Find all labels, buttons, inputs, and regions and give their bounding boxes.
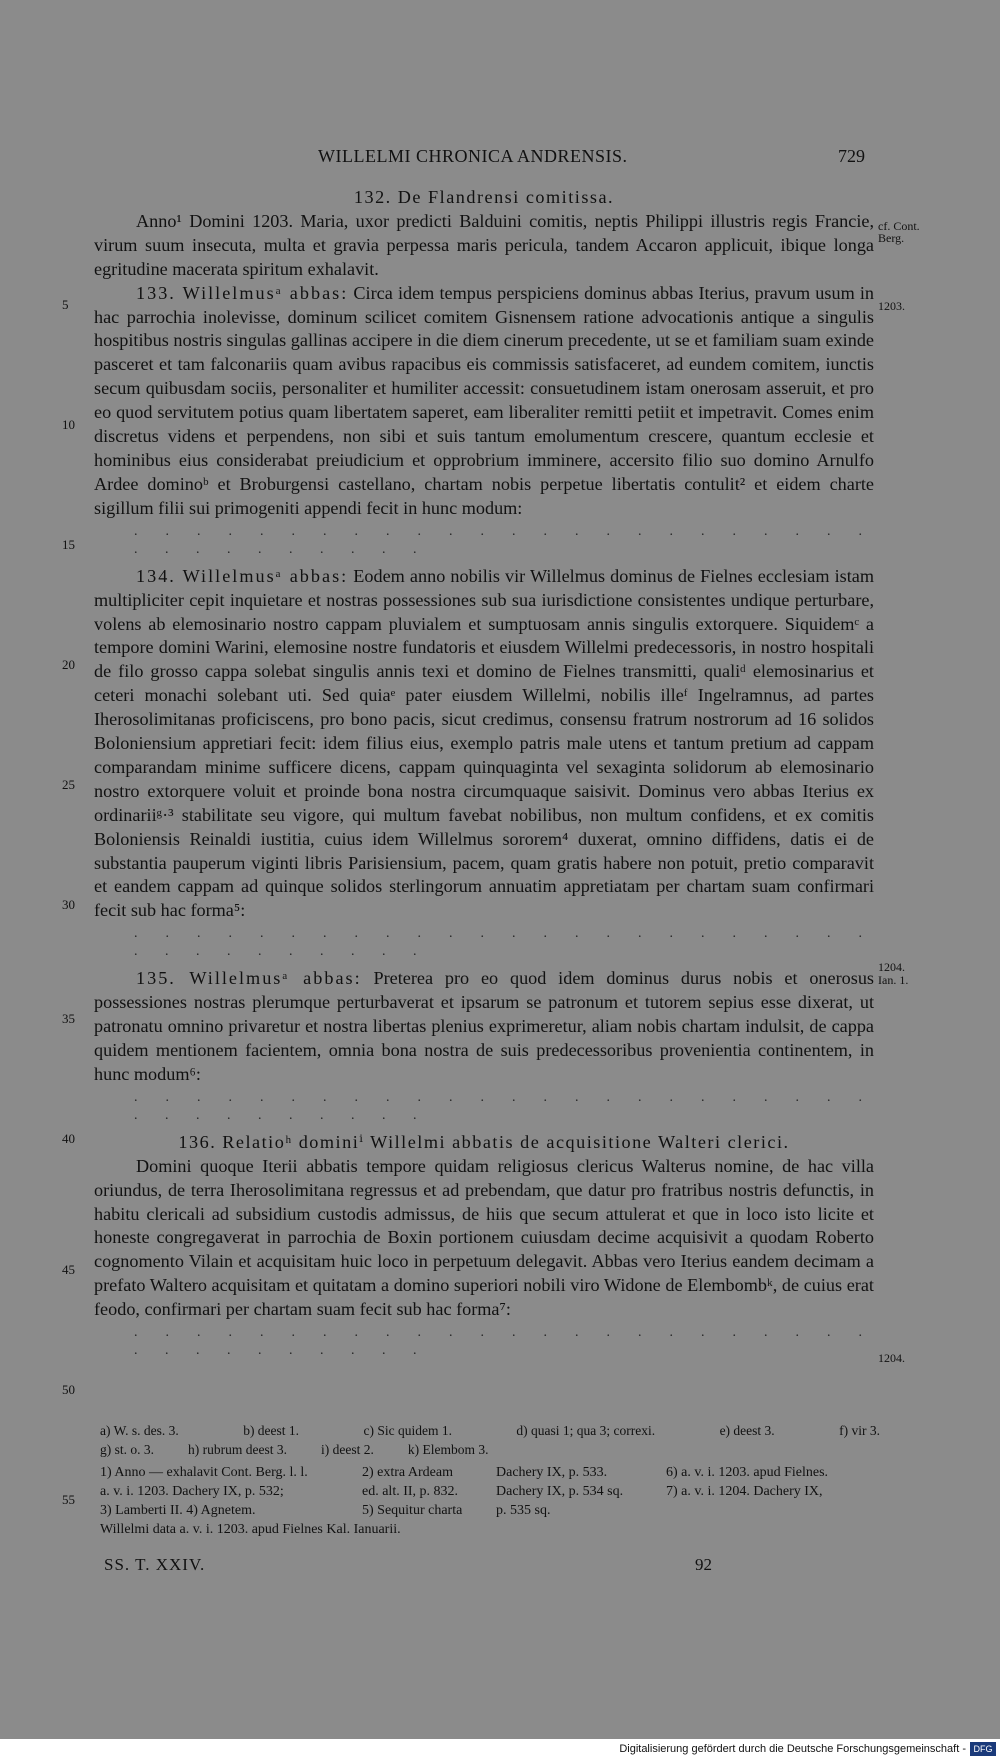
line-number: 15: [62, 537, 75, 552]
running-head: WILLELMI CHRONICA ANDRENSIS.: [318, 146, 628, 166]
lead-134-b: ᵃ abbas:: [275, 565, 349, 586]
source-note: Willelmi data a. v. i. 1203. apud Fielnes Kal. Ianuarii.: [100, 1522, 401, 1537]
text-133: Circa idem tempus perspiciens dominus abbas Iterius, pravum usum in hac parrochia inolevisse, dominum scilicet comitem Gisnensem ratione advocationis antique a singulis hospitibus nostris singulas gallinas accipere in die diem cinerum precedente, ut se et familiam suam exinde pasceret et tam falconariis quam avibus rapacibus eis commissis satisfaceret, ad eundem comitem, iunctis secum quibusdam sociis, personaliter et humiliter accessit: consuetudinem istam onerosam asseruit, et pro eo quod servitutem potius quam libertatem saperet, eam liberaliter remitti petiit et impetravit. Comes enim discretus videns et perpendens, non sibi et suis tantum emolumentum crescere, quantum ecclesie et hominibus eius considerabat preiudicium et opprobrium imminere, accersito filio suo domino Arnulfo Ardee dominoᵇ et Broburgensi castellano, chartam nobis perpetue libertatis contulit² et eidem charte sigillum filii sui primogeniti appendi fecit in hunc modum:: [94, 282, 875, 518]
lead-135-b: ᵃ abbas:: [282, 968, 362, 989]
variant-note: g) st. o. 3.: [100, 1442, 154, 1457]
line-number: 40: [62, 1131, 75, 1146]
source-note: 7) a. v. i. 1204. Dachery IX,: [666, 1484, 823, 1499]
paragraph-134: [94, 565, 874, 924]
source-note: 3) Lamberti II. 4) Agnetem.: [100, 1503, 256, 1518]
line-number: 30: [62, 897, 75, 912]
source-note: 1) Anno — exhalavit Cont. Berg. l. l.: [100, 1465, 308, 1480]
source-note: ed. alt. II, p. 832.: [362, 1484, 459, 1499]
line-number: 25: [62, 777, 75, 792]
omission-dots: . . . . . . . . . . . . . . . . . . . . . . . . . . . . . . . . . .: [134, 926, 874, 960]
line-number: 20: [62, 657, 75, 672]
footer-bar: [0, 1739, 1000, 1761]
margin-note-cf: cf. Cont.: [878, 219, 920, 233]
variant-notes: [100, 1421, 880, 1440]
lead-135: 135. Willelmus: [136, 968, 283, 989]
source-note: a. v. i. 1203. Dachery IX, p. 532;: [100, 1484, 284, 1499]
variant-note: d) quasi 1; qua 3; correxi.: [516, 1423, 656, 1438]
line-number: 35: [62, 1011, 75, 1026]
source-note: Dachery IX, p. 533.: [496, 1465, 608, 1480]
variant-note: e) deest 3.: [719, 1423, 775, 1438]
lead-133: 133. Willelmus: [136, 282, 276, 303]
variant-note: i) deest 2.: [320, 1442, 374, 1457]
page-number: 729: [838, 146, 865, 166]
variant-note: c) Sic quidem 1.: [363, 1423, 452, 1438]
dfg-logo-icon: DFG: [970, 1742, 996, 1756]
paragraph-132: Anno¹ Domini 1203. Maria, uxor predicti Balduini comitis, neptis Philippi illustris regis Francie, virum suum insecuta, multa et gravia perpessa maris pericula, tandem Accaron applicuit, ibique longa egritudine macerata spiritum exhalavit.: [94, 210, 874, 279]
text-134: Eodem anno nobilis vir Willelmus dominus de Fielnes ecclesiam istam multipliciter cepit inquietare et nostras possessiones sub sua iurisdictione consistentes undique perturbare, volens ab elemosinario nostro cappam pluvialem et sumptuosam annis singulis extorquere. Siquidemᶜ a tempore domini Warini, elemosine nostre fundatoris et eiusdem Willelmi predecessoris, in nostro hospitali de filo grosso cappa solebat singulis annis texi et domino de Fielnes transmitti, qualiᵈ elemosinarius et ceteri monachi solebant uti. Sed quiaᵉ pater eiusdem Willelmi, nobilis illeᶠ Ingelramnus, ad partes Iherosolimitanas proficiscens, pro bono pacis, sicut credimus, consensu fratrum nostrorum ad 16 solidos Boloniensium appretiari fecit: idem filius eius, exemplo patris male utens et tantum pretium ad cappam comparandam minime sufficere dicens, cappam quinquaginta vel sexaginta solidorum ab elemosinario nostro extorquere voluit et proinde bona nostra circumquaque saisivit. Dominus vero abbas Iterius ex ordinariiᵍ·³ stabilitate seu vigore, qui multum favebat nobilibus, non multum confidens, et ex comitis Boloniensis Reinaldi iustitia, cuius idem Willelmus sororem⁴ duxerat, omnino diffidens, datis ei de substantia pauperum viginti libris Parisiensium, pacem, quam gratis habere non potuit, pretio comparavit et eandem cappam ad quinque solidos sterlingorum annuatim appretiatam per chartam suam confirmari fecit sub hac forma⁵:: [94, 565, 875, 921]
margin-note-year: 1204.: [878, 1351, 905, 1365]
paragraph-135: [94, 967, 874, 1087]
line-number: 45: [62, 1262, 75, 1277]
line-number: 5: [62, 297, 69, 312]
line-number: 55: [62, 1492, 75, 1507]
line-number: 10: [62, 417, 75, 432]
margin-note-date: Ian. 1.: [878, 973, 909, 987]
source-note: p. 535 sq.: [496, 1503, 551, 1518]
text-135: Preterea pro eo quod idem dominus durus nobis et onerosus possessiones nostras plerumque perturbaverat et ipsarum se patronum et tutorem sepius esse dixerat, ut patronatu omnino privaretur et nostra libertas plenius exprimeretur, aliam nobis chartam indulsit, de cappa quidem mentionem facientem, omnia bona nostra de suis predecessoribus provenientia continentem, in hunc modum⁶:: [94, 968, 874, 1084]
footer-credit: Digitalisierung gefördert durch die Deutsche Forschungsgemeinschaft -: [619, 1743, 966, 1755]
source-note: 6) a. v. i. 1203. apud Fielnes.: [666, 1465, 829, 1480]
section-heading-136: 136. Relatioʰ dominiⁱ Willelmi abbatis de acquisitione Walteri clerici.: [178, 1131, 790, 1152]
signature-mark: SS. T. XXIV.: [104, 1555, 206, 1574]
lead-134: 134. Willelmus: [136, 565, 276, 586]
footnotes: [100, 1421, 880, 1543]
margin-note-year: 1204.: [878, 960, 905, 974]
variant-note: b) deest 1.: [243, 1423, 300, 1438]
main-text: [94, 186, 874, 1366]
margin-note-year: 1203.: [878, 299, 905, 313]
variant-note: a) W. s. des. 3.: [100, 1423, 179, 1438]
variant-notes: [100, 1440, 880, 1459]
variant-note: k) Elembom 3.: [407, 1442, 489, 1457]
source-notes: [100, 1463, 880, 1543]
source-note: 5) Sequitur charta: [362, 1503, 463, 1518]
omission-dots: . . . . . . . . . . . . . . . . . . . . . . . . . . . . . . . . . .: [134, 523, 874, 557]
signature-number: 92: [695, 1555, 712, 1574]
section-heading-132: 132. De Flandrensi comitissa.: [353, 187, 615, 207]
line-number: 50: [62, 1382, 75, 1397]
lead-133-b: ᵃ abbas:: [275, 282, 349, 303]
omission-dots: . . . . . . . . . . . . . . . . . . . . . . . . . . . . . . . . . .: [134, 1089, 874, 1123]
paragraph-133: [94, 282, 874, 521]
paragraph-136: Domini quoque Iterii abbatis tempore quidam religiosus clericus Walterus nomine, de hac villa oriundus, de terra Iherosolimitana regressus et ad prebendam, que datur pro fratribus nostris defunctis, in habitu clericali ad subsidium custodis admissus, de hiis que secum attulerat et que in loco isto licite et honeste congregaverat in parrochia de Boxin portionem cuiusdam decime acquisivit a quodam Roberto cognomento Vilain et acquisitam huic loco in perpetuum delegavit. Abbas vero Iterius eandem decimam a prefato Waltero acquisitam et quitatam a domino superiori nobili viro Widone de Elembombᵏ, de cuius erat feodo, confirmari per chartam suam fecit sub hac forma⁷:: [94, 1155, 874, 1320]
source-note: Dachery IX, p. 534 sq.: [496, 1484, 624, 1499]
variant-note: h) rubrum deest 3.: [188, 1442, 287, 1457]
variant-note: f) vir 3.: [839, 1423, 880, 1438]
source-note: 2) extra Ardeam: [362, 1465, 453, 1480]
omission-dots: . . . . . . . . . . . . . . . . . . . . . . . . . . . . . . . . . .: [134, 1325, 874, 1359]
margin-note-berg: Berg.: [878, 231, 905, 245]
